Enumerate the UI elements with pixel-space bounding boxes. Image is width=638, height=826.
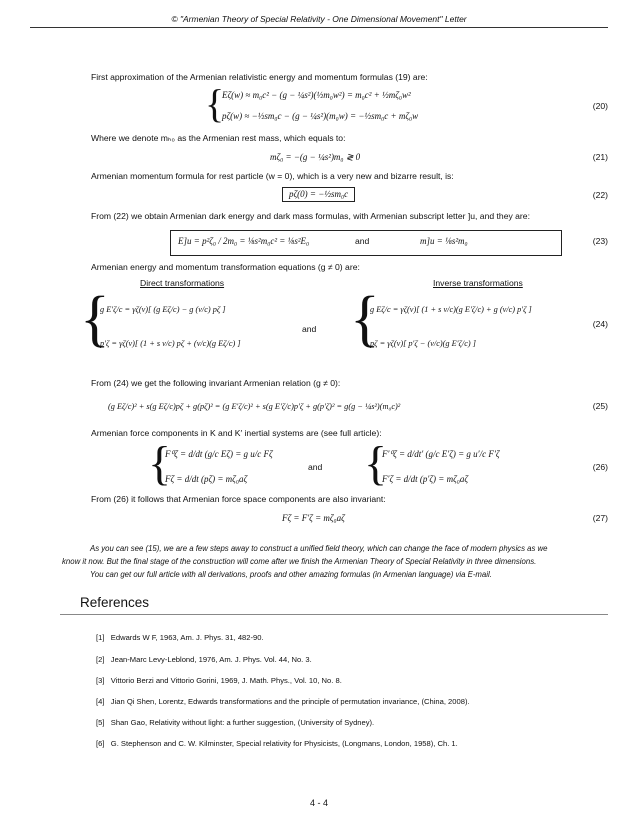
equation-22: pζ(0) = −½sm₀c xyxy=(282,187,355,202)
running-header: © "Armenian Theory of Special Relativity - One Dimensional Movement" Letter xyxy=(171,14,467,24)
reference-1 xyxy=(96,633,264,642)
reference-number: [5] xyxy=(96,718,105,727)
reference-number: [4] xyxy=(96,697,105,706)
references-rule xyxy=(60,614,608,615)
paragraph-3: Armenian momentum formula for rest particle (w = 0), which is a very new and bizarre result, is: xyxy=(91,171,454,181)
reference-6 xyxy=(96,739,458,748)
equation-24-left-1: g E′ζ/c = γζ(v)[ (g Eζ/c) − g (v/c) pζ ] xyxy=(100,305,226,314)
paragraph-2: Where we denote mₕ₀ as the Armenian rest mass, which equals to: xyxy=(91,133,346,143)
equation-24-left-2: p′ζ = γζ(v)[ (1 + s v/c) pζ + (v/c)(g Eζ/c) ] xyxy=(100,339,241,348)
note-line-2: know it now. But the final stage of the construction will come after we finish the Armenian Theory of Special Relativity in three dimensions. xyxy=(62,557,537,566)
reference-2 xyxy=(96,655,312,664)
direct-transformations-label: Direct transformations xyxy=(140,278,225,288)
equation-26-right-2: F′ζ = d/dt (p′ζ) = mζ₀aζ xyxy=(382,474,469,484)
reference-number: [3] xyxy=(96,676,105,685)
paragraph-5: Armenian energy and momentum transformation equations (g ≠ 0) are: xyxy=(91,262,360,272)
reference-text: Jian Qi Shen, Lorentz, Edwards transformations and the principle of permutation invariance, (China, 2008). xyxy=(110,697,470,706)
reference-text: Edwards W F, 1963, Am. J. Phys. 31, 482-90. xyxy=(110,633,264,642)
equation-25: (g Eζ/c)² + s(g Eζ/c)pζ + g(pζ)² = (g E′ζ/c)² + s(g E′ζ/c)p′ζ + g(p′ζ)² = g(g − ¼s²)(m₀c)² xyxy=(108,402,401,411)
reference-text: Shan Gao, Relativity without light: a further suggestion, (University of Sydney). xyxy=(110,718,375,727)
paragraph-7: Armenian force components in K and K′ inertial systems are (see full article): xyxy=(91,428,382,438)
reference-3 xyxy=(96,676,342,685)
reference-text: Vittorio Berzi and Vittorio Gorini, 1969, J. Math. Phys., Vol. 10, No. 8. xyxy=(110,676,342,685)
page-number: 4 - 4 xyxy=(309,798,328,808)
equation-23b: m]u = ⅛s²m₀ xyxy=(420,236,468,246)
reference-4 xyxy=(96,697,470,706)
brace-eq26-right: { xyxy=(364,437,388,490)
reference-text: Jean-Marc Levy-Leblond, 1976, Am. J. Phys. Vol. 44, No. 3. xyxy=(110,655,312,664)
equation-20a: Eζ(w) ≈ m₀c² − (g − ¼s²)(½m₀w²) = m₀c² + ½mζ₀w² xyxy=(222,90,411,100)
equation-26-left-2: Fζ = d/dt (pζ) = mζ₀aζ xyxy=(165,474,248,484)
and-26: and xyxy=(308,462,323,472)
and-23: and xyxy=(355,236,370,246)
brace-eq26-left: { xyxy=(148,437,172,490)
header-rule xyxy=(30,27,608,28)
note-line-3: You can get our full article with all derivations, proofs and other amazing formulas (in Armenian language) via E-mail. xyxy=(90,570,492,579)
eq-number-24: (24) xyxy=(592,319,608,329)
equation-23a: E]u = p²ζ₀ / 2m₀ = ⅛s²m₀c² = ⅛s²E₀ xyxy=(178,236,310,246)
eq-number-20: (20) xyxy=(592,101,608,111)
reference-number: [2] xyxy=(96,655,105,664)
reference-text: G. Stephenson and C. W. Kilminster, Special relativity for Physicists, (Longmans, London, 1958), Ch. 1. xyxy=(110,739,458,748)
equation-26-right-1: F′⁰ζ = d/dt′ (g/c E′ζ) = g u′/c F′ζ xyxy=(382,449,500,459)
references-heading: References xyxy=(80,595,150,610)
paragraph-8: From (26) it follows that Armenian force space components are also invariant: xyxy=(91,494,386,504)
equation-26-left-1: F⁰ζ = d/dt (g/c Eζ) = g u/c Fζ xyxy=(165,449,273,459)
eq-number-23: (23) xyxy=(592,236,608,246)
eq-number-25: (25) xyxy=(592,401,608,411)
reference-5 xyxy=(96,718,374,727)
reference-number: [6] xyxy=(96,739,105,748)
equation-24-right-2: pζ = γζ(v)[ p′ζ − (v/c)(g E′ζ/c) ] xyxy=(370,339,476,348)
equation-24-right-1: g Eζ/c = γζ(v)[ (1 + s v/c)(g E′ζ/c) + g (v/c) p′ζ ] xyxy=(370,305,532,314)
paragraph-4: From (22) we obtain Armenian dark energy and dark mass formulas, with Armenian subscript letter ]u, and they are: xyxy=(91,211,530,221)
and-24: and xyxy=(302,324,317,334)
equation-27: Fζ = F′ζ = mζ₀aζ xyxy=(282,513,345,523)
equation-21: mζ₀ = −(g − ¼s²)m₀ ≷ 0 xyxy=(270,152,361,162)
eq-number-22: (22) xyxy=(592,190,608,200)
eq-number-26: (26) xyxy=(592,462,608,472)
reference-number: [1] xyxy=(96,633,105,642)
eq-number-21: (21) xyxy=(592,152,608,162)
paragraph-6: From (24) we get the following invariant Armenian relation (g ≠ 0): xyxy=(91,378,341,388)
brace-eq20: { xyxy=(205,81,225,126)
equation-20b: pζ(w) ≈ −½sm₀c − (g − ¼s²)(m₀w) = −½sm₀c + mζ₀w xyxy=(222,111,419,121)
brace-eq24-right: { xyxy=(350,285,380,353)
paragraph-1: First approximation of the Armenian relativistic energy and momentum formulas (19) are: xyxy=(91,72,428,82)
inverse-transformations-label: Inverse transformations xyxy=(433,278,523,288)
eq-number-27: (27) xyxy=(592,513,608,523)
note-line-1: As you can see (15), we are a few steps away to construct a unified field theory, which can change the face of modern physics as we xyxy=(90,544,548,553)
brace-eq24-left: { xyxy=(80,285,110,353)
